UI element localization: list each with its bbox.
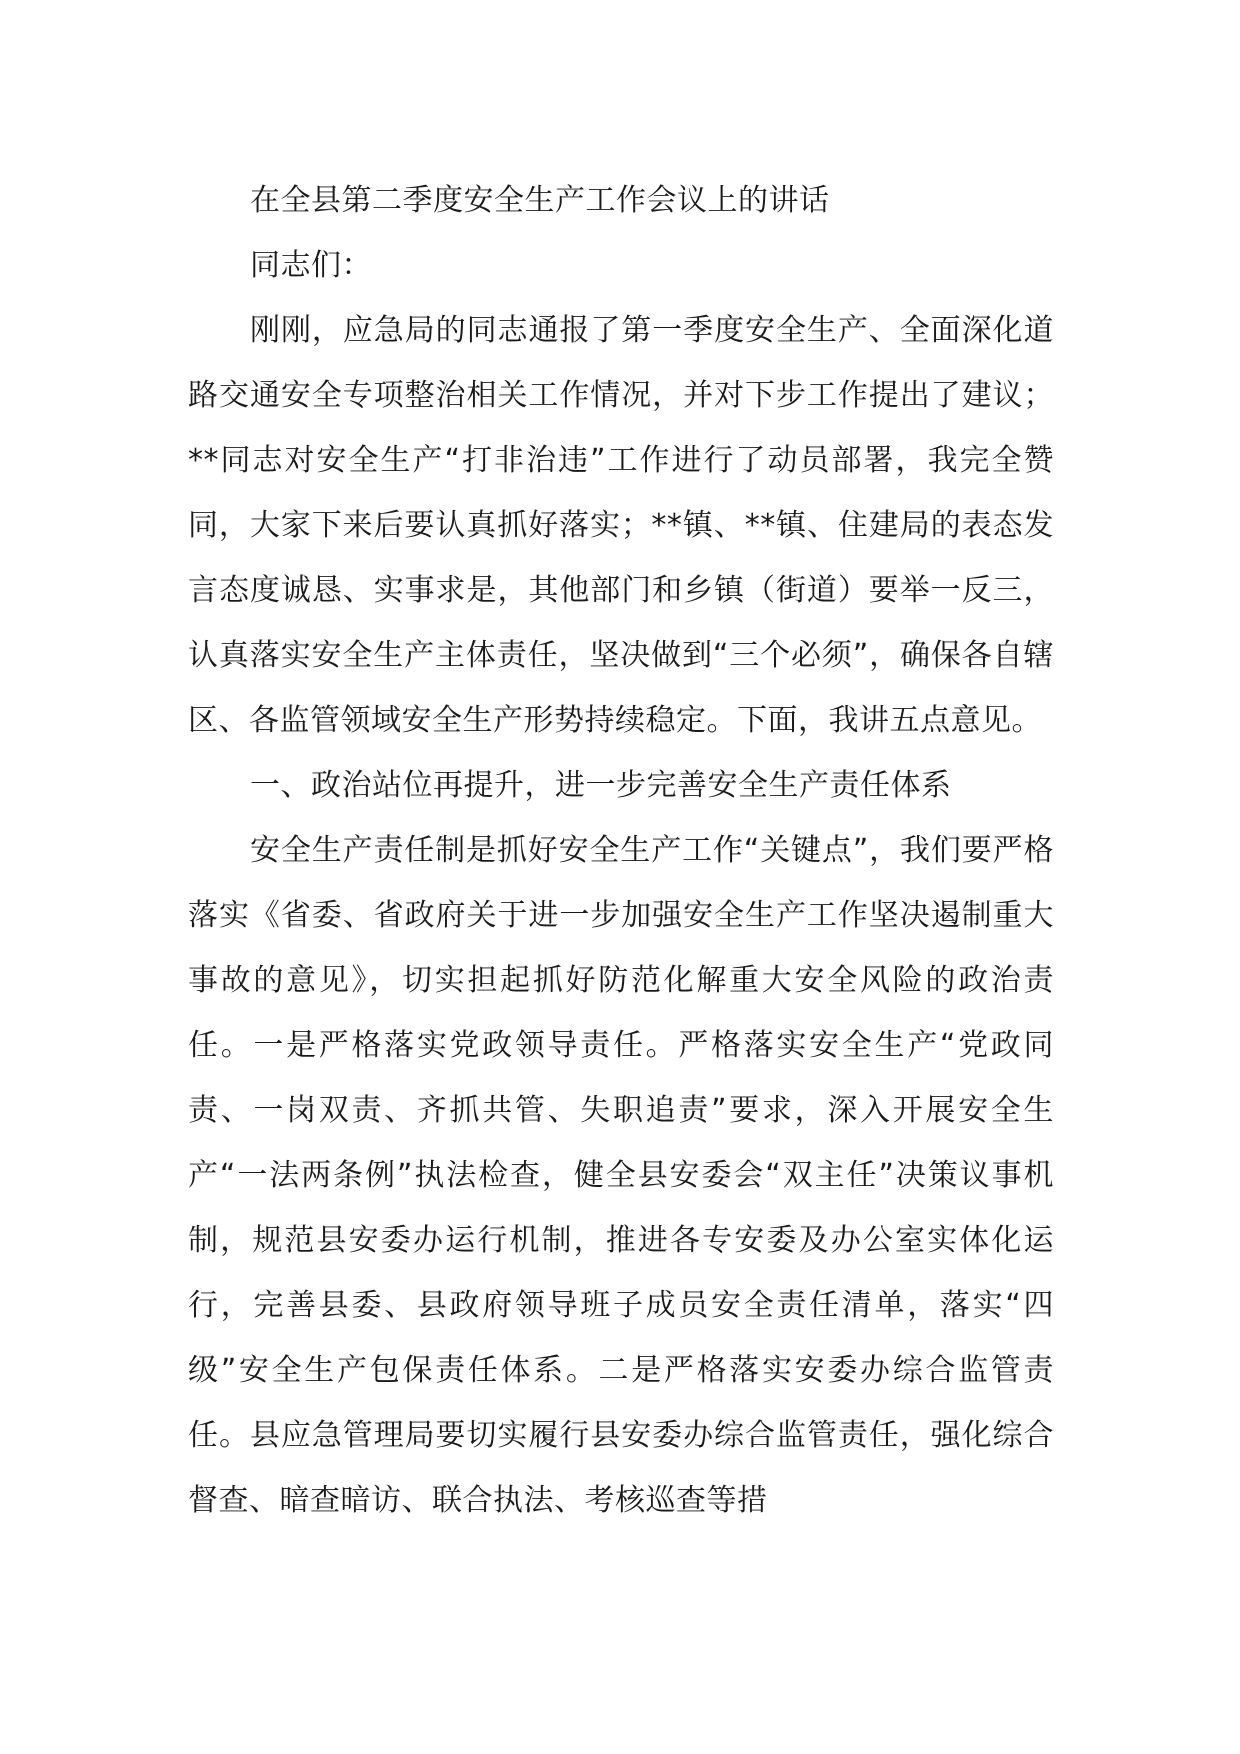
paragraph-intro: 刚刚，应急局的同志通报了第一季度安全生产、全面深化道路交通安全专项整治相关工作情况，并对下步工作提出了建议；**同志对安全生产“打非治违”工作进行了动员部署，我完全赞同，大家下来后要认真抓好落实；**镇、**镇、住建局的表态发言态度诚恳、实事求是，其他部门和乡镇（街道）要举一反三，认真落实安全生产主体责任，坚决做到“三个必须”，确保各自辖区、各监管领域安全生产形势持续稳定。下面，我讲五点意见。 bbox=[188, 313, 1054, 738]
section-heading-1: 一、政治站位再提升，进一步完善安全生产责任体系 bbox=[250, 768, 952, 803]
document-title: 在全县第二季度安全生产工作会议上的讲话 bbox=[250, 183, 830, 218]
section-paragraph-1: 安全生产责任制是抓好安全生产工作“关键点”，我们要严格落实《省委、省政府关于进一步加强安全生产工作坚决遏制重大事故的意见》，切实担起抓好防范化解重大安全风险的政治责任。一是严格落实党政领导责任。严格落实安全生产“党政同责、一岗双责、齐抓共管、失职追责”要求，深入开展安全生产“一法两条例”执法检查，健全县安委会“双主任”决策议事机制，规范县安委办运行机制，推进各专安委及办公室实体化运行，完善县委、县政府领导班子成员安全责任清单，落实“四级”安全生产包保责任体系。二是严格落实安委办综合监管责任。县应急管理局要切实履行县安委办综合监管责任，强化综合督查、暗查暗访、联合执法、考核巡查等措 bbox=[188, 833, 1054, 1518]
salutation: 同志们： bbox=[250, 248, 372, 283]
document-body bbox=[188, 168, 1054, 1533]
